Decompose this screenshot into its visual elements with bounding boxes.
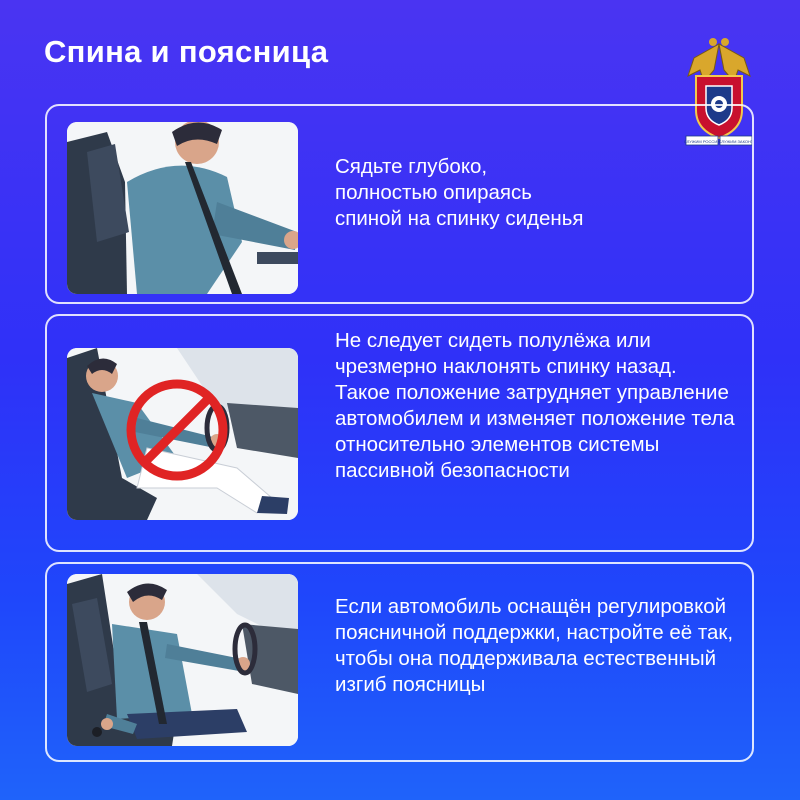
info-card-lumbar-support (45, 562, 754, 762)
card-text: Если автомобиль оснащён регулировкой поясничной поддержки, настройте её так, чтобы она поддерживала естественный изгиб поясницы (335, 595, 734, 696)
emblem-ribbon-left: СЛУЖИМ РОССИИ (684, 139, 721, 144)
driver-lumbar-adjustment-illustration (67, 574, 298, 746)
page-title: Спина и поясница (44, 34, 329, 69)
emblem-ribbon-right: СЛУЖИМ ЗАКОНУ (718, 139, 754, 144)
info-card-sit-deep (45, 104, 754, 304)
card-text: Сядьте глубоко, полностью опираясь спиной на спинку сиденья (335, 155, 584, 230)
info-card-dont-recline (45, 314, 754, 552)
driver-reclined-wrong-illustration (67, 348, 298, 520)
driver-seated-correctly-illustration (67, 122, 298, 294)
card-text: Не следует сидеть полулёжа или чрезмерно наклонять спинку назад. Такое положение затрудняет управление автомобилем и изменяет положение тела относительно элементов системы пассивной безопасности (335, 329, 735, 482)
